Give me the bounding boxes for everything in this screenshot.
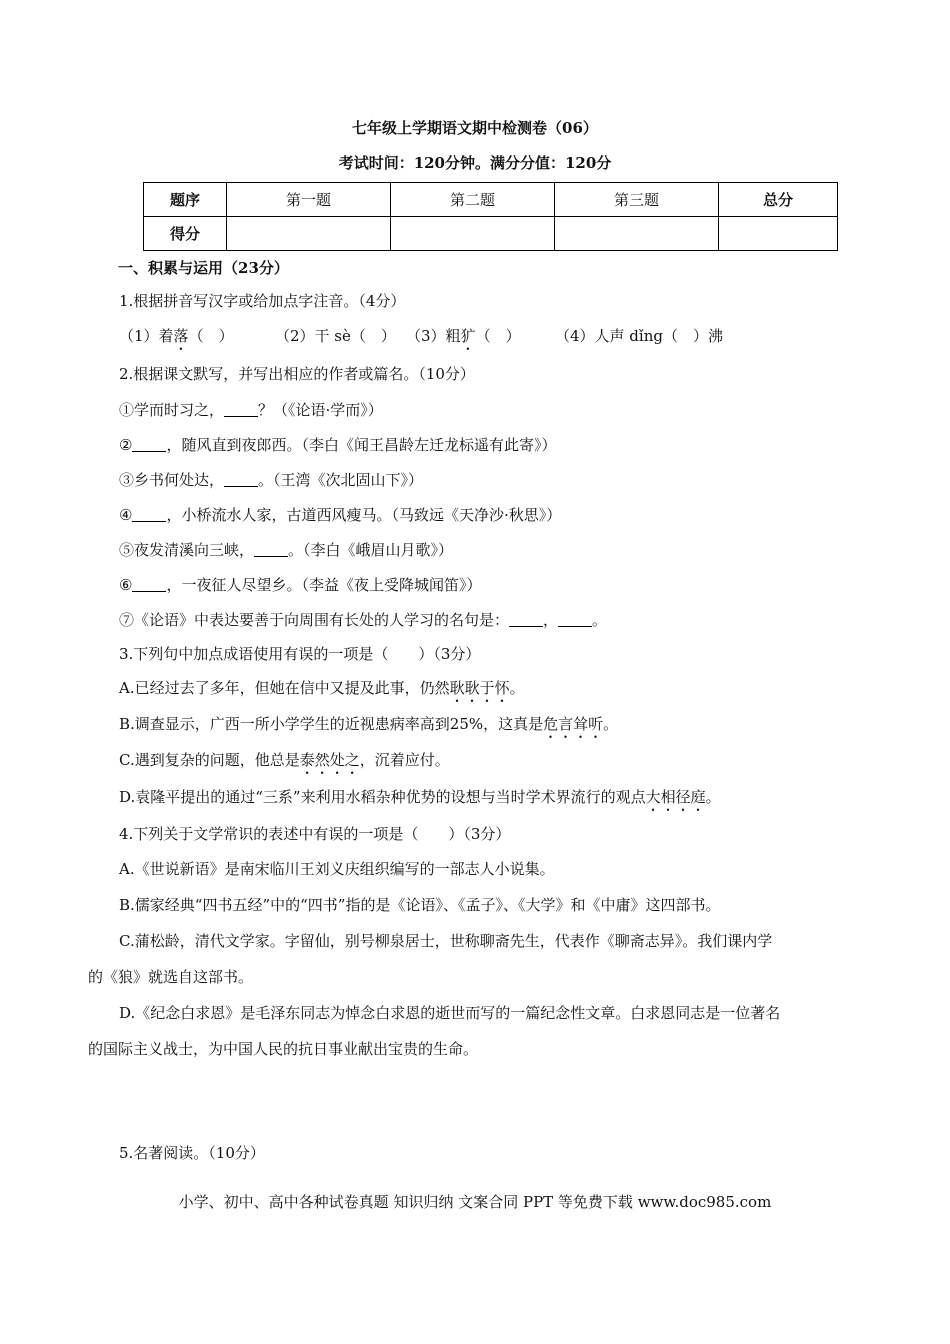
- recite-line: ⑤夜发清溪向三峡， 。（李白《峨眉山月歌》）: [119, 541, 454, 559]
- score-cell[interactable]: [391, 217, 555, 251]
- answer-blank[interactable]: [132, 437, 166, 452]
- exam-info: 考试时间：120分钟。满分分值：120分: [338, 154, 612, 172]
- table-row: [144, 217, 838, 251]
- question-stem: 5.名著阅读。（10分）: [119, 1144, 265, 1162]
- table-cell: 第一题: [227, 183, 391, 217]
- question-stem: 4.下列关于文学常识的表述中有误的一项是（ ）（3分）: [119, 825, 511, 843]
- table-cell: 第二题: [391, 183, 555, 217]
- question-stem: 3.下列句中加点成语使用有误的一项是（ ）（3分）: [119, 645, 481, 663]
- q1-item-4: （4）人声 dǐng（ ）沸: [555, 327, 723, 345]
- option-d: D.袁隆平提出的通过“三系”来利用水稻杂种优势的设想与当时学术界流行的观点大相径庭。: [119, 788, 721, 806]
- option-d-continued: 的国际主义战士，为中国人民的抗日事业献出宝贵的生命。: [88, 1040, 479, 1058]
- option-a: A.已经过去了多年，但她在信中又提及此事，仍然耿耿于怀。: [119, 679, 525, 697]
- option-c-continued: 的《狼》就选自这部书。: [88, 968, 254, 986]
- answer-blank[interactable]: [132, 507, 166, 522]
- table-cell: 第三题: [555, 183, 719, 217]
- score-cell[interactable]: [719, 217, 838, 251]
- table-cell: 总分: [719, 183, 838, 217]
- score-cell[interactable]: [555, 217, 719, 251]
- q1-item-2: （2）干 sè（ ）: [275, 327, 396, 345]
- table-row: [144, 183, 838, 217]
- recite-line: ③乡书何处达， 。（王湾《次北固山下》）: [119, 471, 424, 489]
- recite-line: ①学而时习之， ？（《论语·学而》）: [119, 401, 383, 419]
- recite-line: ⑥ ，一夜征人尽望乡。（李益《夜上受降城闻笛》）: [119, 576, 482, 594]
- question-stem: 1.根据拼音写汉字或给加点字注音。（4分）: [119, 292, 406, 310]
- option-a: A.《世说新语》是南宋临川王刘义庆组织编写的一部志人小说集。: [119, 860, 555, 878]
- answer-blank[interactable]: [224, 472, 258, 487]
- recite-line: ④ ，小桥流水人家，古道西风瘦马。（马致远《天净沙·秋思》）: [119, 506, 562, 524]
- q1-item-3: （3）粗犷（ ）: [406, 327, 521, 345]
- answer-blank[interactable]: [509, 612, 543, 627]
- page-title: 七年级上学期语文期中检测卷（06）: [352, 119, 598, 137]
- q1-item-1: （1）着落（ ）: [119, 327, 234, 345]
- score-table: [143, 182, 838, 251]
- option-d: D.《纪念白求恩》是毛泽东同志为悼念白求恩的逝世而写的一篇纪念性文章。白求恩同志是一位著名: [119, 1004, 781, 1022]
- recite-line: ② ，随风直到夜郎西。（李白《闻王昌龄左迁龙标遥有此寄》）: [119, 436, 557, 454]
- table-cell: 题序: [144, 183, 227, 217]
- option-c: C.遇到复杂的问题，他总是泰然处之，沉着应付。: [119, 751, 450, 769]
- answer-blank[interactable]: [558, 612, 592, 627]
- option-c: C.蒲松龄，清代文学家。字留仙，别号柳泉居士，世称聊斋先生，代表作《聊斋志异》。我们课内学: [119, 932, 773, 950]
- score-cell[interactable]: [227, 217, 391, 251]
- page-footer: 小学、初中、高中各种试卷真题 知识归纳 文案合同 PPT 等免费下载 www.doc985.com: [178, 1193, 772, 1211]
- answer-blank[interactable]: [224, 402, 258, 417]
- question-stem: 2.根据课文默写，并写出相应的作者或篇名。（10分）: [119, 365, 475, 383]
- option-b: B.儒家经典“四书五经”中的“四书”指的是《论语》、《孟子》、《大学》和《中庸》这四部书。: [119, 896, 721, 914]
- section-heading: 一、积累与运用（23分）: [118, 259, 289, 277]
- recite-line: ⑦《论语》中表达要善于向周围有长处的人学习的名句是： ， 。: [119, 611, 608, 629]
- answer-blank[interactable]: [132, 577, 166, 592]
- table-cell: 得分: [144, 217, 227, 251]
- answer-blank[interactable]: [254, 542, 288, 557]
- option-b: B.调查显示，广西一所小学学生的近视患病率高到25%，这真是危言耸听。: [119, 715, 619, 733]
